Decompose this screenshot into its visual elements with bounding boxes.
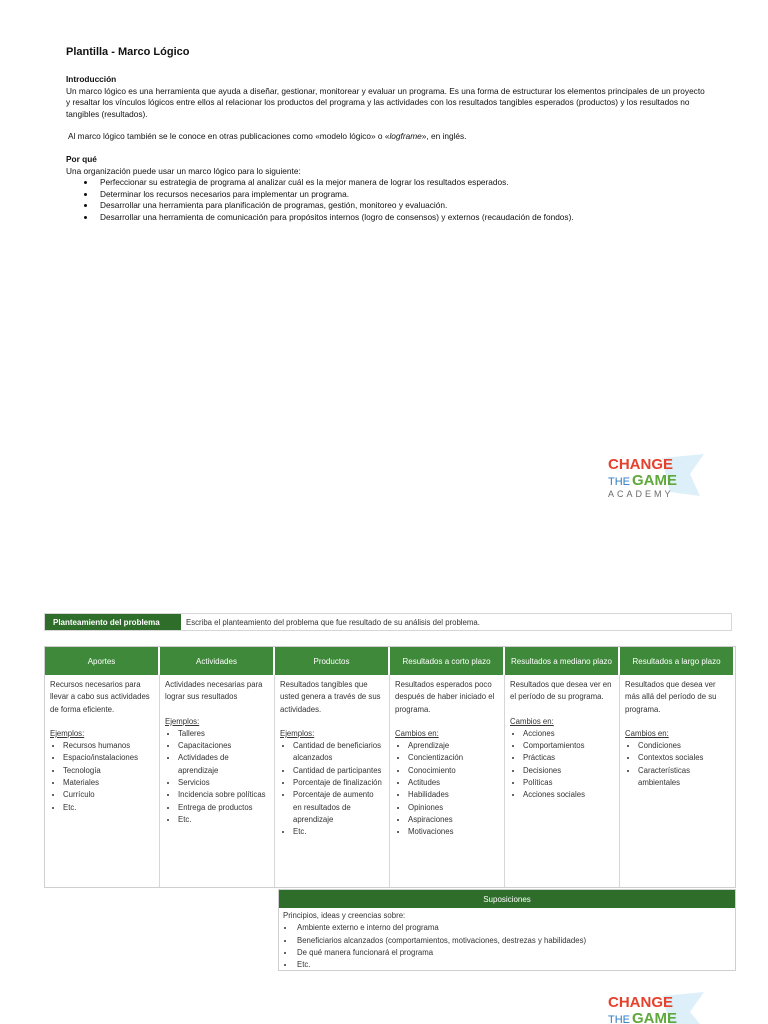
list-item: • De qué manera funcionará el programa (295, 947, 731, 959)
column-list (625, 740, 730, 789)
column-body-largo-plazo (620, 675, 735, 887)
column-description: Recursos necesarios para llevar a cabo sus actividades de forma eficiente. (50, 680, 150, 714)
list-item: • Beneficiarios alcanzados (comportamientos, motivaciones, destrezas y habilidades) (295, 935, 731, 947)
column-body-aportes (45, 675, 160, 887)
alias-text-start: Al marco lógico también se le conoce en otras publicaciones como «modelo lógico» o « (68, 131, 390, 142)
list-item: • Políticas (523, 777, 614, 789)
intro-paragraph: Un marco lógico es una herramienta que ayuda a diseñar, gestionar, monitorear y evaluar un programa. Es una forma de estructurar los elementos principales de un proyecto y resaltar los vínculos lógicos entre ellos al relacionar los productos del programa y las actividades con los resultados tangibles esperados (productos) y los resultados no tangibles (resultados). (66, 85, 705, 119)
list-item: • Ambiente externo e interno del programa (295, 922, 731, 934)
column-description: Resultados tangibles que usted genera a través de sus actividades. (280, 680, 381, 714)
assumptions-list (283, 922, 731, 971)
column-list (165, 728, 269, 826)
list-item: • Actividades de aprendizaje (178, 752, 269, 777)
column-description: Actividades necesarias para lograr sus resultados (165, 680, 263, 702)
list-item: • Porcentaje de aumento en resultados de aprendizaje (293, 789, 384, 826)
problem-statement-text: Escriba el planteamiento del problema que fue resultado de su análisis del problema. (186, 617, 480, 627)
column-list (395, 740, 499, 838)
list-item: • Características ambientales (638, 765, 730, 790)
list-item: • Recursos humanos (63, 740, 154, 752)
list-item: • Talleres (178, 728, 269, 740)
column-header-productos: Productos (275, 647, 390, 675)
list-item: • Tecnología (63, 765, 154, 777)
column-header-aportes: Aportes (45, 647, 160, 675)
change-the-game-academy-logo-footer (604, 990, 708, 1024)
logo-line3: ACADEMY (608, 489, 674, 499)
list-item: • Comportamientos (523, 740, 614, 752)
logic-model-table (44, 646, 736, 888)
change-the-game-academy-logo (604, 452, 708, 506)
column-body-productos (275, 675, 390, 887)
list-item: • Opiniones (408, 802, 499, 814)
list-item: • Condiciones (638, 740, 730, 752)
column-subheading: Cambios en: (395, 728, 439, 738)
why-lead: Una organización puede usar un marco lógico para lo siguiente: (66, 165, 301, 176)
assumptions-lead: Principios, ideas y creencias sobre: (283, 911, 406, 920)
column-subheading: Ejemplos: (280, 728, 315, 738)
why-list (66, 177, 706, 223)
column-list (50, 740, 154, 814)
list-item: • Concientización (408, 752, 499, 764)
alias-paragraph (66, 131, 706, 143)
problem-statement-label: Planteamiento del problema (45, 614, 181, 630)
list-item: • Porcentaje de finalización (293, 777, 384, 789)
column-body-actividades (160, 675, 275, 887)
column-list (510, 728, 614, 802)
list-item: • Etc. (293, 826, 384, 838)
intro-section (66, 74, 706, 224)
list-item: • Servicios (178, 777, 269, 789)
column-subheading: Ejemplos: (165, 716, 200, 726)
list-item: • Materiales (63, 777, 154, 789)
list-item: • Aspiraciones (408, 814, 499, 826)
column-body-mediano-plazo (505, 675, 620, 887)
why-item: • Desarrollar una herramienta de comunicación para propósitos internos (logro de consensos) y externos (recaudación de fondos). (96, 212, 706, 224)
column-description: Resultados esperados poco después de haber iniciado el programa. (395, 680, 495, 714)
column-header-actividades: Actividades (160, 647, 275, 675)
list-item: • Actitudes (408, 777, 499, 789)
list-item: • Espacio/instalaciones (63, 752, 154, 764)
list-item: • Etc. (178, 814, 269, 826)
why-item: • Perfeccionar su estrategia de programa al analizar cuál es la mejor manera de lograr los resultados esperados. (96, 177, 706, 189)
logo-line1: CHANGE (608, 994, 674, 1011)
column-subheading: Ejemplos: (50, 728, 85, 738)
assumptions-box (278, 889, 736, 971)
column-header-largo-plazo: Resultados a largo plazo (620, 647, 735, 675)
logo-line2a: THE (608, 1014, 630, 1024)
column-list (280, 740, 384, 838)
logo-line2a: THE (608, 476, 630, 488)
alias-italic: logframe (389, 131, 422, 142)
list-item: • Motivaciones (408, 826, 499, 838)
column-header-mediano-plazo: Resultados a mediano plazo (505, 647, 620, 675)
list-item: • Currículo (63, 789, 154, 801)
list-item: • Incidencia sobre políticas (178, 789, 269, 801)
logo-line2b: GAME (632, 1010, 677, 1024)
logo-line1: CHANGE (608, 456, 674, 473)
document-title: Plantilla - Marco Lógico (66, 46, 190, 58)
list-item: • Capacitaciones (178, 740, 269, 752)
list-item: • Entrega de productos (178, 802, 269, 814)
list-item: • Conocimiento (408, 765, 499, 777)
why-heading: Por qué (66, 153, 97, 164)
alias-text-end: », en inglés. (421, 131, 467, 142)
list-item: • Cantidad de beneficiarios alcanzados (293, 740, 384, 765)
list-item: • Acciones (523, 728, 614, 740)
intro-heading: Introducción (66, 74, 117, 84)
column-header-corto-plazo: Resultados a corto plazo (390, 647, 505, 675)
list-item: • Aprendizaje (408, 740, 499, 752)
list-item: • Etc. (63, 802, 154, 814)
list-item: • Decisiones (523, 765, 614, 777)
column-body-corto-plazo (390, 675, 505, 887)
why-item: • Determinar los recursos necesarios para implementar un programa. (96, 189, 706, 201)
list-item: • Acciones sociales (523, 789, 614, 801)
list-item: • Prácticas (523, 752, 614, 764)
list-item: • Contextos sociales (638, 752, 730, 764)
list-item: • Cantidad de participantes (293, 765, 384, 777)
assumptions-body (279, 908, 735, 973)
problem-statement-row (44, 613, 732, 631)
column-description: Resultados que desea ver en el período de su programa. (510, 680, 612, 702)
column-description: Resultados que desea ver más allá del período de su programa. (625, 680, 717, 714)
column-subheading: Cambios en: (625, 728, 669, 738)
column-subheading: Cambios en: (510, 716, 554, 726)
list-item: • Etc. (295, 959, 731, 971)
list-item: • Habilidades (408, 789, 499, 801)
why-item: • Desarrollar una herramienta para planificación de programas, gestión, monitoreo y evaluación. (96, 200, 706, 212)
assumptions-header: Suposiciones (279, 890, 735, 908)
logo-line2b: GAME (632, 472, 677, 489)
